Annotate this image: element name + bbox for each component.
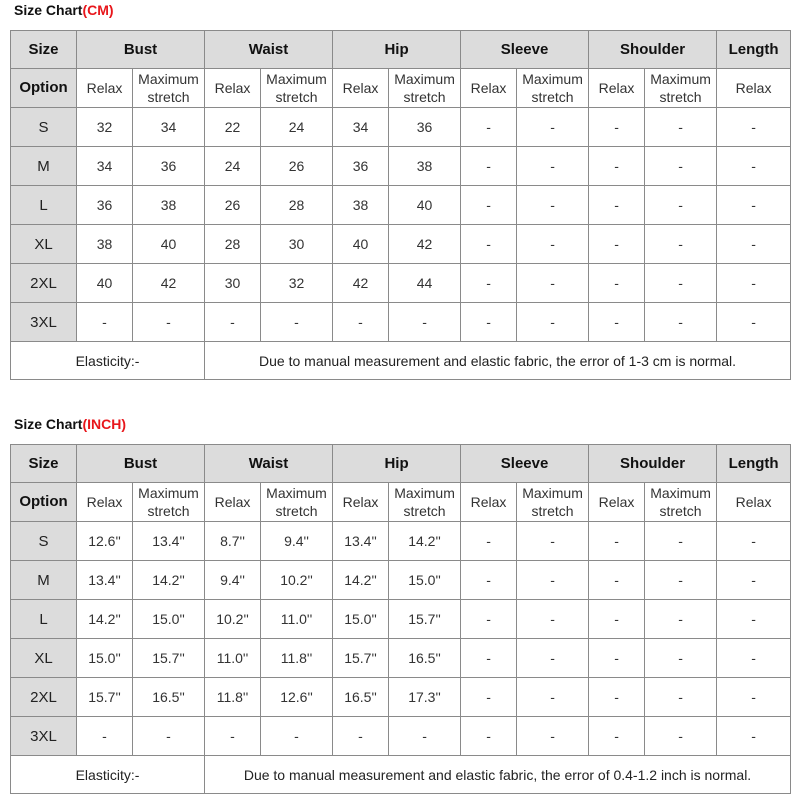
measurement-cell: 44 xyxy=(389,264,461,303)
measurement-cell: 34 xyxy=(333,108,389,147)
measurement-cell: - xyxy=(589,561,645,600)
note-row xyxy=(11,342,791,380)
measurement-cell: 15.0'' xyxy=(133,600,205,639)
size-header: Size xyxy=(11,31,77,69)
measurement-cell: - xyxy=(517,561,589,600)
measurement-cell: 38 xyxy=(133,186,205,225)
measurement-cell: - xyxy=(517,717,589,756)
relax-header: Relax xyxy=(461,69,517,108)
measurement-cell: 10.2'' xyxy=(205,600,261,639)
relax-header: Relax xyxy=(589,483,645,522)
size-label: M xyxy=(11,561,77,600)
measurement-cell: - xyxy=(589,264,645,303)
measurement-cell: 40 xyxy=(77,264,133,303)
measurement-cell: - xyxy=(517,264,589,303)
measurement-cell: - xyxy=(389,717,461,756)
measurement-cell: - xyxy=(461,147,517,186)
table-row xyxy=(11,639,791,678)
max-stretch-header: Maximum stretch xyxy=(645,483,717,522)
measurement-cell: 15.7'' xyxy=(389,600,461,639)
measurement-note: Due to manual measurement and elastic fabric, the error of 0.4-1.2 inch is normal. xyxy=(205,756,791,794)
measurement-cell: - xyxy=(517,639,589,678)
measurement-cell: 30 xyxy=(261,225,333,264)
table-row xyxy=(11,717,791,756)
measurement-cell: 36 xyxy=(389,108,461,147)
measurement-cell: 11.8'' xyxy=(205,678,261,717)
max-stretch-header: Maximum stretch xyxy=(645,69,717,108)
measurement-cell: - xyxy=(717,108,791,147)
measurement-cell: - xyxy=(589,225,645,264)
size-label: S xyxy=(11,108,77,147)
measurement-cell: 26 xyxy=(261,147,333,186)
relax-header: Relax xyxy=(461,483,517,522)
measurement-cell: - xyxy=(645,522,717,561)
group-header-length: Length xyxy=(717,31,791,69)
option-header: Option xyxy=(11,483,77,522)
elasticity-label: Elasticity:- xyxy=(11,342,205,380)
measurement-cell: - xyxy=(645,303,717,342)
option-header: Option xyxy=(11,69,77,108)
measurement-cell: - xyxy=(517,600,589,639)
measurement-cell: 9.4'' xyxy=(261,522,333,561)
measurement-cell: 15.0'' xyxy=(333,600,389,639)
title-text: Size Chart xyxy=(14,416,83,432)
measurement-cell: - xyxy=(461,717,517,756)
max-stretch-header: Maximum stretch xyxy=(517,483,589,522)
size-label: XL xyxy=(11,639,77,678)
measurement-cell: 14.2'' xyxy=(333,561,389,600)
measurement-cell: - xyxy=(261,303,333,342)
measurement-cell: 22 xyxy=(205,108,261,147)
measurement-cell: 36 xyxy=(133,147,205,186)
measurement-cell: 38 xyxy=(77,225,133,264)
measurement-cell: - xyxy=(517,186,589,225)
measurement-cell: - xyxy=(717,186,791,225)
measurement-cell: 14.2'' xyxy=(77,600,133,639)
measurement-cell: 26 xyxy=(205,186,261,225)
measurement-cell: - xyxy=(461,522,517,561)
measurement-cell: 15.0'' xyxy=(77,639,133,678)
table-row xyxy=(11,108,791,147)
measurement-cell: - xyxy=(645,264,717,303)
measurement-cell: - xyxy=(645,600,717,639)
measurement-cell: 12.6'' xyxy=(261,678,333,717)
measurement-note: Due to manual measurement and elastic fabric, the error of 1-3 cm is normal. xyxy=(205,342,791,380)
measurement-cell: 30 xyxy=(205,264,261,303)
measurement-cell: - xyxy=(461,678,517,717)
measurement-cell: 34 xyxy=(133,108,205,147)
measurement-cell: - xyxy=(717,678,791,717)
unit-label: (CM) xyxy=(82,2,114,18)
measurement-cell: 24 xyxy=(261,108,333,147)
measurement-cell: - xyxy=(717,264,791,303)
size-label: S xyxy=(11,522,77,561)
measurement-cell: - xyxy=(717,600,791,639)
table-row xyxy=(11,678,791,717)
measurement-cell: - xyxy=(717,303,791,342)
group-header-hip: Hip xyxy=(333,31,461,69)
measurement-cell: - xyxy=(589,600,645,639)
size-label: 2XL xyxy=(11,678,77,717)
measurement-cell: - xyxy=(517,522,589,561)
measurement-cell: - xyxy=(717,717,791,756)
measurement-cell: 11.8'' xyxy=(261,639,333,678)
measurement-cell: 42 xyxy=(389,225,461,264)
measurement-cell: 9.4'' xyxy=(205,561,261,600)
measurement-cell: - xyxy=(461,264,517,303)
max-stretch-header: Maximum stretch xyxy=(389,69,461,108)
table-row xyxy=(11,303,791,342)
note-row xyxy=(11,756,791,794)
size-label: L xyxy=(11,186,77,225)
measurement-cell: - xyxy=(717,639,791,678)
measurement-cell: 10.2'' xyxy=(261,561,333,600)
measurement-cell: - xyxy=(589,147,645,186)
relax-header: Relax xyxy=(333,69,389,108)
group-header-shoulder: Shoulder xyxy=(589,31,717,69)
measurement-cell: - xyxy=(645,717,717,756)
measurement-cell: 12.6'' xyxy=(77,522,133,561)
measurement-cell: 16.5'' xyxy=(133,678,205,717)
table-row xyxy=(11,522,791,561)
measurement-cell: - xyxy=(589,186,645,225)
subheader-row xyxy=(11,69,791,108)
measurement-cell: 13.4'' xyxy=(77,561,133,600)
measurement-cell: 36 xyxy=(333,147,389,186)
relax-header: Relax xyxy=(589,69,645,108)
elasticity-label: Elasticity:- xyxy=(11,756,205,794)
measurement-cell: 17.3'' xyxy=(389,678,461,717)
measurement-cell: 15.7'' xyxy=(333,639,389,678)
group-header-length: Length xyxy=(717,445,791,483)
group-header-bust: Bust xyxy=(77,445,205,483)
relax-header: Relax xyxy=(717,483,791,522)
relax-header: Relax xyxy=(333,483,389,522)
measurement-cell: - xyxy=(717,225,791,264)
measurement-cell: - xyxy=(205,303,261,342)
group-header-shoulder: Shoulder xyxy=(589,445,717,483)
measurement-cell: 34 xyxy=(77,147,133,186)
measurement-cell: - xyxy=(461,186,517,225)
measurement-cell: 40 xyxy=(333,225,389,264)
measurement-cell: 11.0'' xyxy=(205,639,261,678)
measurement-cell: 40 xyxy=(133,225,205,264)
relax-header: Relax xyxy=(205,69,261,108)
relax-header: Relax xyxy=(205,483,261,522)
measurement-cell: 28 xyxy=(261,186,333,225)
measurement-cell: - xyxy=(333,717,389,756)
measurement-cell: 16.5'' xyxy=(389,639,461,678)
max-stretch-header: Maximum stretch xyxy=(133,483,205,522)
measurement-cell: 32 xyxy=(261,264,333,303)
table-row xyxy=(11,186,791,225)
measurement-cell: - xyxy=(461,639,517,678)
measurement-cell: 15.7'' xyxy=(133,639,205,678)
measurement-cell: 11.0'' xyxy=(261,600,333,639)
measurement-cell: - xyxy=(645,186,717,225)
measurement-cell: - xyxy=(461,600,517,639)
measurement-cell: - xyxy=(589,303,645,342)
measurement-cell: - xyxy=(461,108,517,147)
group-header-bust: Bust xyxy=(77,31,205,69)
measurement-cell: - xyxy=(645,147,717,186)
measurement-cell: 42 xyxy=(133,264,205,303)
size-label: M xyxy=(11,147,77,186)
measurement-cell: 42 xyxy=(333,264,389,303)
relax-header: Relax xyxy=(77,483,133,522)
measurement-cell: - xyxy=(333,303,389,342)
measurement-cell: - xyxy=(517,303,589,342)
measurement-cell: - xyxy=(645,678,717,717)
size-label: L xyxy=(11,600,77,639)
measurement-cell: - xyxy=(589,639,645,678)
measurement-cell: - xyxy=(77,303,133,342)
size-label: 2XL xyxy=(11,264,77,303)
group-header-hip: Hip xyxy=(333,445,461,483)
measurement-cell: - xyxy=(517,147,589,186)
measurement-cell: 40 xyxy=(389,186,461,225)
size-label: 3XL xyxy=(11,717,77,756)
measurement-cell: 16.5'' xyxy=(333,678,389,717)
measurement-cell: 15.0'' xyxy=(389,561,461,600)
measurement-cell: - xyxy=(717,561,791,600)
size-label: XL xyxy=(11,225,77,264)
table-row xyxy=(11,147,791,186)
measurement-cell: - xyxy=(645,561,717,600)
measurement-cell: - xyxy=(717,522,791,561)
measurement-cell: 8.7'' xyxy=(205,522,261,561)
measurement-cell: - xyxy=(717,147,791,186)
size-chart-inch-table xyxy=(10,444,791,794)
measurement-cell: - xyxy=(589,522,645,561)
measurement-cell: - xyxy=(517,678,589,717)
measurement-cell: 36 xyxy=(77,186,133,225)
measurement-cell: - xyxy=(389,303,461,342)
measurement-cell: 15.7'' xyxy=(77,678,133,717)
max-stretch-header: Maximum stretch xyxy=(261,483,333,522)
measurement-cell: 38 xyxy=(333,186,389,225)
table-row xyxy=(11,561,791,600)
size-label: 3XL xyxy=(11,303,77,342)
max-stretch-header: Maximum stretch xyxy=(261,69,333,108)
group-header-waist: Waist xyxy=(205,445,333,483)
relax-header: Relax xyxy=(717,69,791,108)
size-chart-cm-table xyxy=(10,30,791,380)
measurement-cell: - xyxy=(133,717,205,756)
relax-header: Relax xyxy=(77,69,133,108)
group-header-waist: Waist xyxy=(205,31,333,69)
measurement-cell: 32 xyxy=(77,108,133,147)
subheader-row xyxy=(11,483,791,522)
group-header-sleeve: Sleeve xyxy=(461,445,589,483)
measurement-cell: 24 xyxy=(205,147,261,186)
table-row xyxy=(11,600,791,639)
measurement-cell: - xyxy=(461,561,517,600)
measurement-cell: 38 xyxy=(389,147,461,186)
measurement-cell: - xyxy=(645,108,717,147)
measurement-cell: 14.2'' xyxy=(133,561,205,600)
measurement-cell: 13.4'' xyxy=(333,522,389,561)
size-chart-inch-title xyxy=(14,416,126,432)
table-row xyxy=(11,264,791,303)
max-stretch-header: Maximum stretch xyxy=(517,69,589,108)
measurement-cell: - xyxy=(461,303,517,342)
header-row xyxy=(11,31,791,69)
measurement-cell: - xyxy=(205,717,261,756)
title-text: Size Chart xyxy=(14,2,83,18)
measurement-cell: 28 xyxy=(205,225,261,264)
max-stretch-header: Maximum stretch xyxy=(133,69,205,108)
size-header: Size xyxy=(11,445,77,483)
measurement-cell: - xyxy=(589,717,645,756)
measurement-cell: - xyxy=(517,108,589,147)
measurement-cell: - xyxy=(261,717,333,756)
size-chart-cm-title xyxy=(14,2,114,18)
measurement-cell: - xyxy=(589,108,645,147)
measurement-cell: - xyxy=(645,639,717,678)
measurement-cell: - xyxy=(589,678,645,717)
header-row xyxy=(11,445,791,483)
unit-label: (INCH) xyxy=(82,416,127,432)
measurement-cell: - xyxy=(77,717,133,756)
measurement-cell: - xyxy=(461,225,517,264)
table-row xyxy=(11,225,791,264)
max-stretch-header: Maximum stretch xyxy=(389,483,461,522)
measurement-cell: - xyxy=(645,225,717,264)
measurement-cell: - xyxy=(517,225,589,264)
measurement-cell: 14.2'' xyxy=(389,522,461,561)
measurement-cell: - xyxy=(133,303,205,342)
group-header-sleeve: Sleeve xyxy=(461,31,589,69)
measurement-cell: 13.4'' xyxy=(133,522,205,561)
